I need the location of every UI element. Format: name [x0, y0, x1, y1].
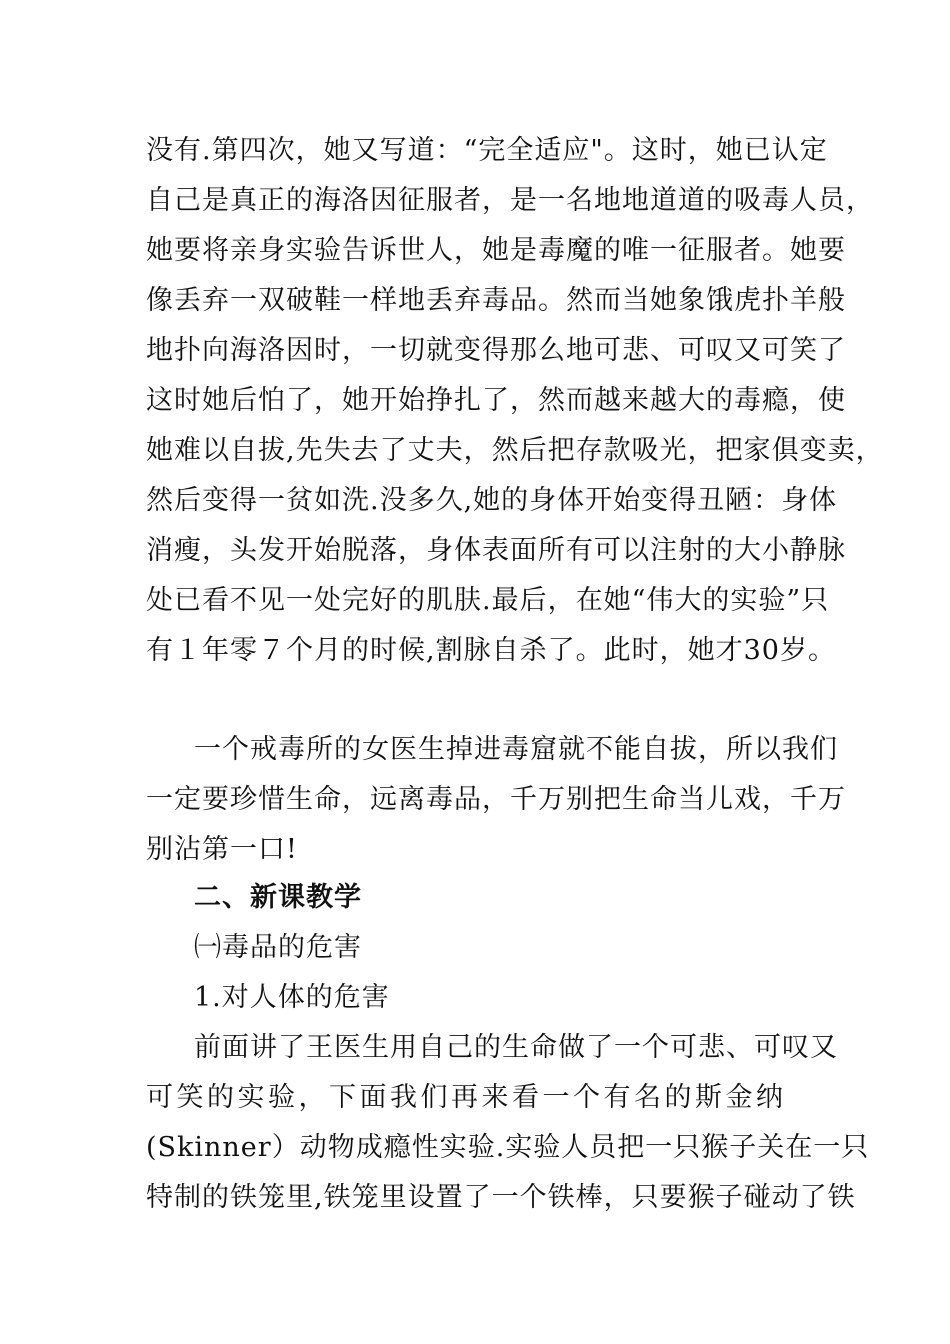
- subheading: ㈠毒品的危害: [194, 932, 362, 963]
- text-line: 有１年零７个月的时候,割脉自杀了。此时，她才30岁。: [146, 635, 836, 666]
- text-line: 别沾第一口!: [146, 834, 298, 865]
- text-line: 可笑的实验，下面我们再来看一个有名的斯金纳: [146, 1082, 787, 1113]
- section-heading: 二、新课教学: [194, 882, 362, 913]
- text-line: 她要将亲身实验告诉世人，她是毒魔的唯一征服者。她要: [146, 235, 846, 266]
- text-line: 一定要珍惜生命，远离毒品，千万别把生命当儿戏，千万: [146, 784, 846, 815]
- text-line: 消瘦，头发开始脱落，身体表面所有可以注射的大小静脉: [146, 535, 846, 566]
- text-line: 地扑向海洛因时，一切就变得那么地可悲、可叹又可笑了: [146, 335, 846, 366]
- text-line: 像丢弃一双破鞋一样地丢弃毒品。然而当她象饿虎扑羊般: [146, 285, 846, 316]
- text-line: 这时她后怕了，她开始挣扎了，然而越来越大的毒瘾，使: [146, 385, 846, 416]
- text-line: 她难以自拔,先失去了丈夫，然后把存款吸光，把家俱变卖，: [146, 435, 884, 466]
- text-line: 前面讲了王医生用自己的生命做了一个可悲、可叹又: [194, 1032, 838, 1063]
- text-line: (Skinner）动物成瘾性实验.实验人员把一只猴子关在一只: [146, 1132, 870, 1163]
- subsubheading: 1.对人体的危害: [194, 982, 390, 1013]
- text-line: 自己是真正的海洛因征服者，是一名地地道道的吸毒人员，: [146, 185, 874, 216]
- text-line: 特制的铁笼里,铁笼里设置了一个铁棒，只要猴子碰动了铁: [146, 1182, 856, 1213]
- text-line: 处已看不见一处完好的肌肤.最后，在她“伟大的实验”只: [146, 585, 830, 616]
- text-line: 一个戒毒所的女医生掉进毒窟就不能自拔，所以我们: [194, 734, 838, 765]
- text-line: 然后变得一贫如洗.没多久,她的身体开始变得丑陋：身体: [146, 485, 838, 516]
- text-line: 没有.第四次，她又写道：“完全适应"。这时，她已认定: [146, 135, 828, 166]
